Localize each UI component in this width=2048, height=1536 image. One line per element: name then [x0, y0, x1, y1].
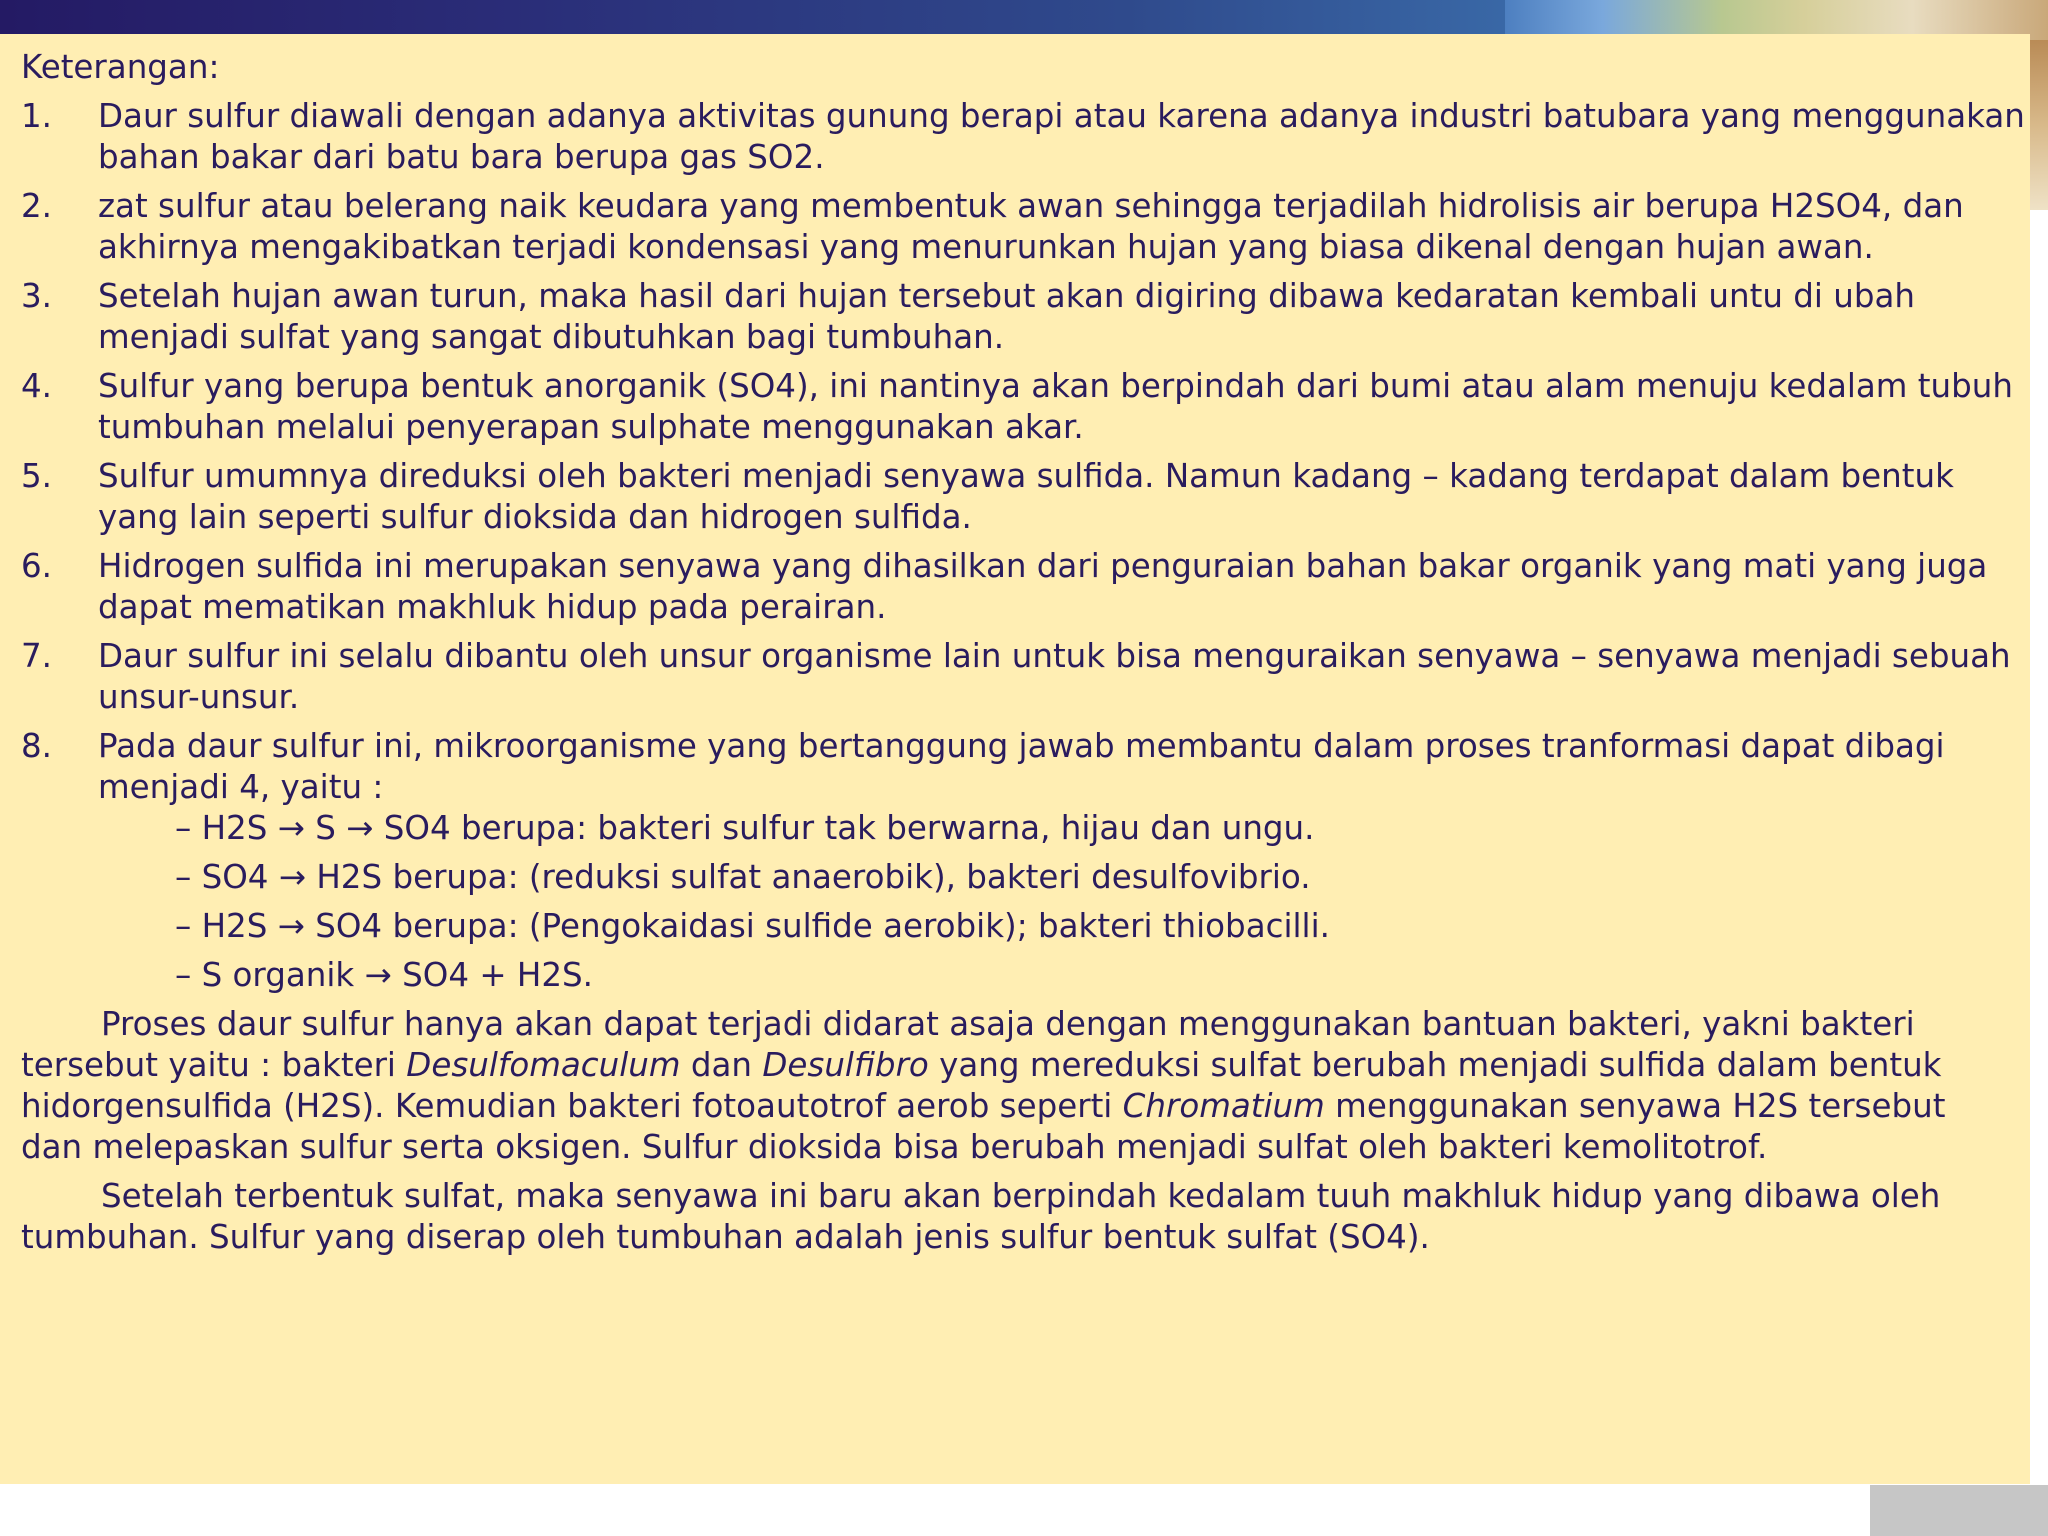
list-item — [21, 276, 2030, 358]
sub-item: – SO4 → H2S berupa: (reduksi sulfat anaerobik), bakteri desulfovibrio. — [175, 858, 1311, 896]
footer-corner — [1870, 1485, 2048, 1536]
item-text: Hidrogen sulfida ini merupakan senyawa yang dihasilkan dari penguraian bahan bakar organik yang mati yang juga dapat mematikan makhluk hidup pada perairan. — [98, 547, 1988, 626]
sub-item: – H2S → SO4 berupa: (Pengokaidasi sulfide aerobik); bakteri thiobacilli. — [175, 907, 1330, 945]
item-text: Daur sulfur ini selalu dibantu oleh unsur organisme lain untuk bisa menguraikan senyawa – senyawa menjadi sebuah unsur-unsur. — [98, 637, 2011, 716]
microorganism-list — [98, 808, 2030, 996]
item-number: 5. — [21, 457, 53, 495]
paragraph-sulfate: Setelah terbentuk sulfat, maka senyawa ini baru akan berpindah kedalam tuuh makhluk hidup yang dibawa oleh tumbuhan. Sulfur yang diserap oleh tumbuhan adalah jenis sulfur bentuk sulfat (SO4). — [21, 1177, 1941, 1256]
item-number: 1. — [21, 97, 53, 135]
list-item — [21, 546, 2030, 628]
item-number: 3. — [21, 277, 53, 315]
item-text: Sulfur yang berupa bentuk anorganik (SO4), ini nantinya akan berpindah dari bumi atau alam menuju kedalam tubuh tumbuhan melalui penyerapan sulphate menggunakan akar. — [98, 367, 2013, 446]
species-name: Desulfomaculum — [406, 1046, 681, 1084]
para-text: dan — [680, 1046, 763, 1084]
list-item — [21, 366, 2030, 448]
sub-item: – S organik → SO4 + H2S. — [175, 956, 593, 994]
para-text: yang mereduksi sulfat berubah menjadi sulfida dalam bentuk hidorgensulfida (H2S). Kemudian bakteri fotoautotrof aerob seperti — [21, 1046, 1942, 1125]
para-text: menggunakan senyawa H2S tersebut dan melepaskan sulfur serta oksigen. Sulfur dioksida bisa berubah menjadi sulfat oleh bakteri kemolitotrof. — [21, 1087, 1946, 1166]
item-text: zat sulfur atau belerang naik keudara yang membentuk awan sehingga terjadilah hidrolisis air berupa H2SO4, dan akhirnya mengakibatkan terjadi kondensasi yang menurunkan hujan yang biasa dikenal dengan hujan awan. — [98, 187, 1964, 266]
list-item — [21, 456, 2030, 538]
item-text: Sulfur umumnya direduksi oleh bakteri menjadi senyawa sulfida. Namun kadang – kadang terdapat dalam bentuk yang lain seperti sulfur dioksida dan hidrogen sulfida. — [98, 457, 1954, 536]
species-name: Chromatium — [1122, 1087, 1325, 1125]
item-number: 7. — [21, 637, 53, 675]
item-text: Daur sulfur diawali dengan adanya aktivitas gunung berapi atau karena adanya industri batubara yang menggunakan bahan bakar dari batu bara berupa gas SO2. — [98, 97, 2025, 176]
item-number: 6. — [21, 547, 53, 585]
item-number: 4. — [21, 367, 53, 405]
heading: Keterangan: — [21, 48, 220, 86]
list-item — [21, 96, 2030, 178]
species-name: Desulfibro — [762, 1046, 929, 1084]
item-number: 8. — [21, 727, 53, 765]
list-item — [21, 186, 2030, 268]
side-photo — [2030, 40, 2048, 210]
paragraph-bacteria — [21, 1004, 1981, 1168]
item-number: 2. — [21, 187, 53, 225]
para-text: Proses daur sulfur hanya akan dapat terjadi didarat asaja dengan menggunakan bantuan bakteri, yakni bakteri tersebut yaitu : bakteri — [21, 1005, 1915, 1084]
list-item — [21, 726, 2030, 996]
item-text: Pada daur sulfur ini, mikroorganisme yang bertanggung jawab membantu dalam proses tranformasi dapat dibagi menjadi 4, yaitu : — [98, 727, 1945, 806]
item-text: Setelah hujan awan turun, maka hasil dari hujan tersebut akan digiring dibawa kedaratan kembali untu di ubah menjadi sulfat yang sangat dibutuhkan bagi tumbuhan. — [98, 277, 1916, 356]
notes-list — [21, 96, 2030, 996]
content-panel — [0, 34, 2030, 1484]
sub-item: – H2S → S → SO4 berupa: bakteri sulfur tak berwarna, hijau dan ungu. — [175, 809, 1315, 847]
list-item — [21, 636, 2030, 718]
